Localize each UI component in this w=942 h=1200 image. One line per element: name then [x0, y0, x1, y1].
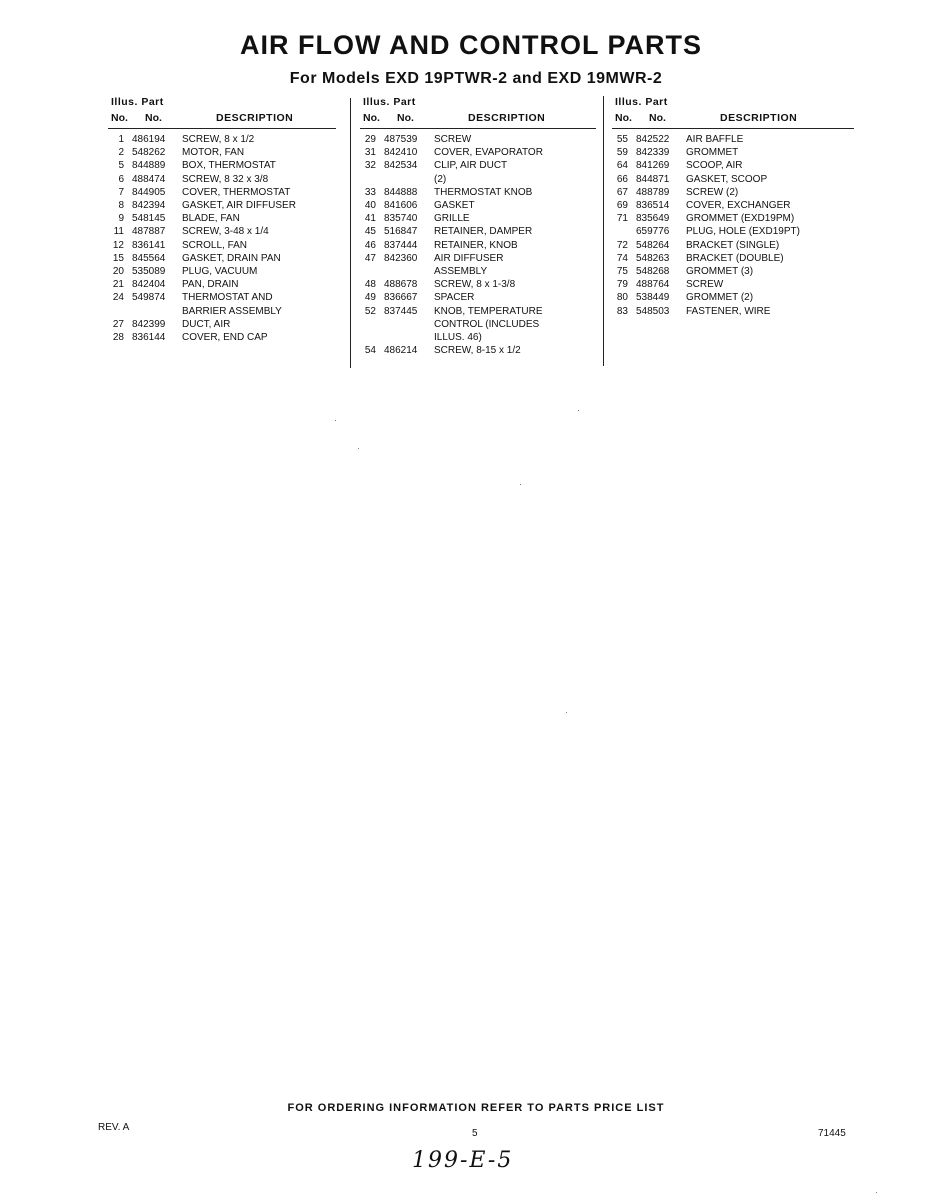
part-number: 842339 [636, 147, 670, 159]
part-number: 842404 [132, 279, 166, 291]
part-row [108, 225, 336, 238]
part-description: SCREW (2) [686, 186, 739, 198]
illus-no-label: No. [111, 112, 128, 124]
illus-number: 29 [364, 134, 376, 145]
part-row [612, 278, 854, 291]
part-row [108, 265, 336, 278]
part-description: PLUG, HOLE (EXD19PT) [686, 226, 800, 238]
part-description: ILLUS. 46) [434, 332, 482, 344]
part-row [360, 146, 596, 159]
parts-column-1 [108, 96, 336, 344]
part-row [108, 239, 336, 252]
part-row [360, 265, 596, 278]
part-number: 488789 [636, 186, 670, 198]
illus-number [612, 225, 636, 238]
illus-number: 11 [113, 226, 124, 238]
part-row [612, 225, 854, 238]
part-number: 844871 [636, 173, 670, 185]
part-row [108, 146, 336, 159]
part-description: SCREW [434, 134, 472, 145]
column-divider [603, 96, 604, 366]
scan-speck [520, 484, 521, 485]
illus-number [360, 173, 384, 186]
part-number: 548503 [636, 305, 670, 317]
part-row [360, 159, 596, 172]
part-description: GASKET, AIR DIFFUSER [182, 200, 296, 212]
illus-number: 6 [118, 173, 124, 185]
part-number: 842534 [384, 160, 418, 172]
illus-number: 8 [118, 200, 124, 212]
illus-number: 75 [616, 266, 628, 278]
illus-number: 27 [112, 318, 124, 330]
part-number: 835740 [384, 213, 418, 225]
part-number: 487887 [132, 226, 166, 238]
part-row [612, 186, 854, 199]
illus-part-label: Illus. Part [111, 96, 164, 108]
part-number: 837445 [384, 305, 418, 317]
part-row [108, 186, 336, 199]
part-number: 842394 [132, 200, 166, 212]
part-row [360, 186, 596, 199]
part-number: 835649 [636, 213, 670, 225]
part-description: GROMMET [686, 147, 739, 159]
part-row [360, 305, 596, 318]
part-row [108, 212, 336, 225]
part-row [108, 252, 336, 265]
part-row [360, 212, 596, 225]
illus-number: 55 [616, 134, 628, 145]
part-row [612, 265, 854, 278]
scan-speck [358, 448, 359, 449]
part-description: PLUG, VACUUM [182, 266, 258, 278]
header-rule [360, 128, 596, 129]
part-description: CLIP, AIR DUCT [434, 160, 508, 172]
part-description: PAN, DRAIN [182, 279, 239, 291]
illus-number: 54 [364, 345, 376, 357]
part-number: 488474 [132, 173, 166, 185]
part-row [108, 133, 336, 146]
part-number: 548263 [636, 252, 670, 264]
part-number: 836514 [636, 200, 670, 212]
part-row [108, 173, 336, 186]
page-number: 5 [472, 1128, 478, 1139]
illus-number: 72 [616, 239, 628, 251]
illus-number: 80 [616, 292, 628, 304]
scan-speck [566, 712, 567, 713]
part-number: 836144 [132, 332, 166, 344]
part-number: 548262 [132, 147, 166, 159]
part-row [360, 239, 596, 252]
illus-number: 45 [364, 226, 376, 238]
part-row [612, 159, 854, 172]
illus-number [360, 318, 384, 331]
header-rule [612, 128, 854, 129]
part-number: 538449 [636, 292, 670, 304]
part-number: 486194 [132, 134, 166, 145]
handwritten-annotation: 199-E-5 [412, 1148, 514, 1173]
part-row [108, 291, 336, 304]
part-description: AIR BAFFLE [686, 134, 744, 145]
parts-list [108, 133, 336, 344]
part-row [612, 305, 854, 318]
part-description: BARRIER ASSEMBLY [182, 305, 282, 317]
illus-number: 67 [616, 186, 628, 198]
part-description: SCOOP, AIR [686, 160, 743, 172]
illus-number: 79 [616, 279, 628, 291]
part-description: GROMMET (3) [686, 266, 754, 278]
part-description: BRACKET (DOUBLE) [686, 252, 784, 264]
part-number: 487539 [384, 134, 418, 145]
part-number: 549874 [132, 292, 166, 304]
part-description: COVER, EVAPORATOR [434, 147, 543, 159]
part-row [360, 344, 596, 357]
part-row [108, 199, 336, 212]
illus-number: 40 [364, 200, 376, 212]
illus-number: 15 [112, 252, 124, 264]
part-description: GROMMET (EXD19PM) [686, 213, 795, 225]
part-description: SCREW, 3-48 x 1/4 [182, 226, 269, 238]
part-number: 842399 [132, 318, 166, 330]
part-number [384, 318, 434, 331]
part-row [108, 305, 336, 318]
illus-number: 46 [364, 239, 376, 251]
part-number: 488678 [384, 279, 418, 291]
part-row [360, 225, 596, 238]
part-description: SCREW, 8-15 x 1/2 [434, 345, 521, 357]
part-number [384, 173, 434, 186]
part-description: BOX, THERMOSTAT [182, 160, 276, 172]
column-header [612, 96, 854, 128]
part-description: SCREW, 8 x 1/2 [182, 134, 255, 145]
part-description: COVER, END CAP [182, 332, 268, 344]
part-row [360, 252, 596, 265]
part-description: THERMOSTAT KNOB [434, 186, 533, 198]
part-row [108, 318, 336, 331]
part-description: SCREW, 8 x 1-3/8 [434, 279, 516, 291]
part-description: GASKET, SCOOP [686, 173, 768, 185]
part-number: 844889 [132, 160, 166, 172]
part-description: DUCT, AIR [182, 318, 231, 330]
illus-number: 5 [118, 160, 124, 172]
part-number: 486214 [384, 345, 418, 357]
column-header [108, 96, 336, 128]
part-number: 659776 [636, 226, 670, 238]
part-row [360, 173, 596, 186]
part-row [612, 133, 854, 146]
part-number: 548145 [132, 213, 166, 225]
part-row [360, 331, 596, 344]
part-description: SCREW [686, 279, 724, 291]
part-description: GROMMET (2) [686, 292, 754, 304]
part-number: 548268 [636, 266, 670, 278]
part-row [612, 252, 854, 265]
illus-number: 33 [364, 186, 376, 198]
description-label: DESCRIPTION [468, 112, 546, 124]
document-code: 71445 [818, 1128, 846, 1139]
part-number: 842522 [636, 134, 670, 145]
illus-part-label: Illus. Part [363, 96, 416, 108]
part-description: THERMOSTAT AND [182, 292, 273, 304]
illus-part-label: Illus. Part [615, 96, 668, 108]
illus-number [360, 331, 384, 344]
parts-list [360, 133, 596, 357]
part-number: 836141 [132, 239, 166, 251]
illus-number: 71 [616, 213, 628, 225]
illus-no-label: No. [615, 112, 632, 124]
illus-no-label: No. [363, 112, 380, 124]
part-description: KNOB, TEMPERATURE [434, 305, 543, 317]
part-description: COVER, THERMOSTAT [182, 186, 291, 198]
part-number: 841606 [384, 200, 418, 212]
parts-list [612, 133, 854, 318]
illus-number: 64 [616, 160, 628, 172]
part-description: RETAINER, DAMPER [434, 226, 533, 238]
part-description: SCREW, 8 32 x 3/8 [182, 173, 269, 185]
illus-number: 66 [616, 173, 628, 185]
column-divider [350, 98, 351, 368]
part-row [612, 239, 854, 252]
page-title: AIR FLOW AND CONTROL PARTS [240, 30, 702, 60]
illus-number: 24 [112, 292, 124, 304]
part-description: MOTOR, FAN [182, 147, 245, 159]
part-description: AIR DIFFUSER [434, 252, 504, 264]
illus-number: 31 [364, 147, 376, 159]
column-header [360, 96, 596, 128]
page-subtitle: For Models EXD 19PTWR-2 and EXD 19MWR-2 [289, 70, 663, 87]
part-description: GASKET, DRAIN PAN [182, 252, 281, 264]
illus-number: 20 [112, 266, 124, 278]
illus-number [108, 305, 132, 318]
ordering-footer: FOR ORDERING INFORMATION REFER TO PARTS PRICE LIST [287, 1102, 665, 1114]
part-description: RETAINER, KNOB [434, 239, 518, 251]
parts-column-2 [360, 96, 596, 357]
part-number: 837444 [384, 239, 418, 251]
part-row [612, 291, 854, 304]
part-row [360, 278, 596, 291]
scan-speck [876, 1192, 877, 1193]
part-number [384, 265, 434, 278]
part-description: GRILLE [434, 213, 470, 225]
part-no-label: No. [145, 112, 162, 124]
part-no-label: No. [397, 112, 414, 124]
illus-number: 12 [112, 239, 124, 251]
part-number: 836667 [384, 292, 418, 304]
illus-number: 48 [364, 279, 376, 291]
part-row [360, 291, 596, 304]
part-number: 488764 [636, 279, 670, 291]
part-number: 842410 [384, 147, 418, 159]
part-row [360, 199, 596, 212]
part-number: 535089 [132, 266, 166, 278]
part-row [612, 173, 854, 186]
illus-number: 1 [118, 134, 124, 145]
part-row [612, 146, 854, 159]
part-row [108, 331, 336, 344]
part-description: BRACKET (SINGLE) [686, 239, 780, 251]
illus-number: 21 [112, 279, 124, 291]
illus-number: 28 [112, 332, 124, 344]
description-label: DESCRIPTION [216, 112, 294, 124]
description-label: DESCRIPTION [720, 112, 798, 124]
scan-speck [335, 420, 336, 421]
illus-number: 59 [616, 147, 628, 159]
part-number: 841269 [636, 160, 670, 172]
part-no-label: No. [649, 112, 666, 124]
part-number: 516847 [384, 226, 418, 238]
illus-number: 41 [364, 213, 376, 225]
illus-number: 9 [118, 213, 124, 225]
header-rule [108, 128, 336, 129]
part-number [384, 331, 434, 344]
scan-speck [578, 410, 579, 411]
part-row [360, 133, 596, 146]
part-description: FASTENER, WIRE [686, 305, 771, 317]
part-description: CONTROL (INCLUDES [434, 318, 540, 330]
part-description: SPACER [434, 292, 475, 304]
part-number: 842360 [384, 252, 418, 264]
illus-number: 52 [364, 305, 376, 317]
part-number [132, 305, 182, 318]
illus-number: 83 [616, 305, 628, 317]
part-row [108, 278, 336, 291]
illus-number: 74 [616, 252, 628, 264]
part-row [612, 212, 854, 225]
part-description: COVER, EXCHANGER [686, 200, 791, 212]
part-number: 844888 [384, 186, 418, 198]
part-description: (2) [434, 173, 447, 185]
part-description: SCROLL, FAN [182, 239, 248, 251]
part-description: BLADE, FAN [182, 213, 240, 225]
illus-number [360, 265, 384, 278]
illus-number: 47 [364, 252, 376, 264]
part-row [612, 199, 854, 212]
illus-number: 32 [364, 160, 376, 172]
illus-number: 69 [616, 200, 628, 212]
illus-number: 2 [118, 147, 124, 159]
parts-column-3 [612, 96, 854, 318]
part-number: 844905 [132, 186, 166, 198]
part-number: 548264 [636, 239, 670, 251]
illus-number: 7 [118, 186, 124, 198]
illus-number: 49 [364, 292, 376, 304]
part-row [360, 318, 596, 331]
part-row [108, 159, 336, 172]
part-description: GASKET [434, 200, 475, 212]
revision-label: REV. A [98, 1122, 130, 1133]
part-number: 845564 [132, 252, 166, 264]
part-description: ASSEMBLY [434, 266, 488, 278]
